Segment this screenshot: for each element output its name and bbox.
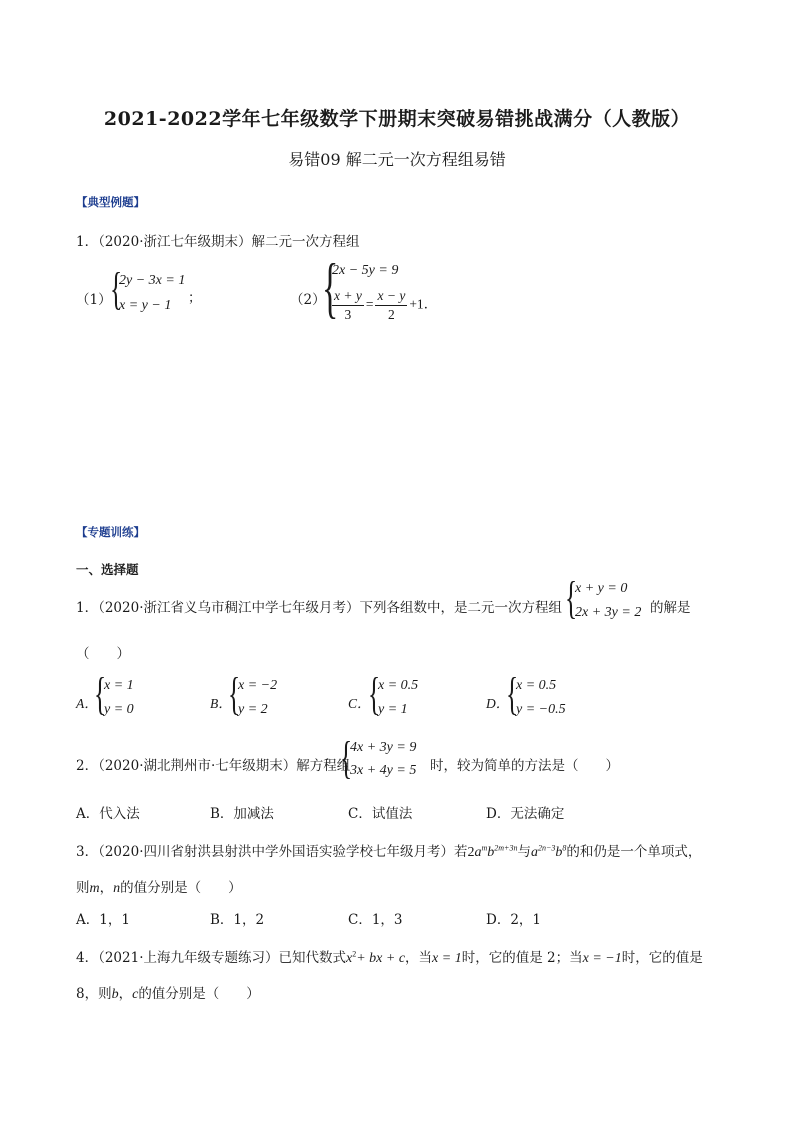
q1-option-d [486, 668, 616, 724]
q3-stem: 3．（2020·四川省射洪县射洪中学外国语实验学校七年级月考）若 [76, 844, 468, 860]
monomial-1 [468, 845, 518, 860]
polynomial [346, 951, 405, 966]
exponent: 8 [562, 843, 567, 853]
denominator: 3 [344, 307, 352, 322]
denominator: 2 [388, 307, 395, 322]
option-label: C． [348, 696, 371, 711]
equation: y = 0 [104, 702, 134, 717]
q1-system [565, 572, 655, 628]
text: 8，则 [76, 986, 112, 1002]
document-title: 2021-2022学年七年级数学下册期末突破易错挑战满分（人教版） [103, 108, 691, 130]
text: ，当 [405, 950, 433, 966]
variable-n: n [113, 881, 121, 896]
left-brace: { [340, 732, 353, 783]
numerator: x − y [375, 288, 407, 306]
q1-option-a [76, 668, 196, 724]
exponent: m [481, 843, 488, 853]
left-brace: { [565, 572, 578, 623]
equation: 4x + 3y = 9 [350, 740, 417, 755]
text: 的值分别是（ ） [138, 986, 260, 1002]
equation: y = 2 [238, 702, 268, 717]
equation: 3x + 4y = 5 [350, 763, 417, 778]
q2-option-b: B．加减法 [210, 806, 274, 822]
example-part2-label: （2） [290, 292, 326, 308]
q2-system [340, 732, 430, 786]
fraction [332, 288, 364, 323]
exponent: 2n−3 [537, 843, 556, 853]
equation: x = 0.5 [516, 678, 557, 693]
numerator: x + y [332, 288, 364, 306]
q3-option-b: B．1，2 [210, 912, 265, 928]
q3-line1 [76, 840, 701, 861]
document-subtitle: 易错09 解二元一次方程组易错 [288, 150, 506, 169]
q3-option-a: A．1，1 [76, 912, 130, 928]
q2-option-a: A．代入法 [76, 806, 140, 822]
comma: ， [99, 880, 114, 896]
choice-section-heading: 一、选择题 [76, 562, 139, 577]
equation: 2y − 3x = 1 [119, 273, 186, 288]
left-brace: { [228, 668, 241, 719]
training-section-tag: 【专题训练】 [76, 525, 145, 539]
equation: 2x + 3y = 2 [575, 605, 642, 620]
equation: x + y = 0 [575, 581, 628, 596]
left-brace: { [94, 668, 107, 719]
monomial-2 [531, 845, 566, 860]
variable-b: b [111, 987, 119, 1002]
fraction-equation [330, 288, 437, 323]
left-brace: { [110, 263, 123, 314]
q4-line2 [76, 982, 260, 1003]
example-part1-label: （1） [76, 292, 112, 308]
variable-c: c [132, 987, 139, 1002]
q2-option-d: D．无法确定 [486, 806, 565, 822]
option-label: B． [210, 696, 232, 711]
left-brace: { [322, 249, 339, 325]
text: 时，它的值是 2；当 [461, 950, 583, 966]
left-brace: { [506, 668, 519, 719]
option-label: D． [486, 696, 510, 711]
equation: x = 1 [104, 678, 134, 693]
q3-stem-end: 的和仍是一个单项式， [566, 844, 702, 860]
condition: x = 1 [432, 951, 462, 966]
option-label: A． [76, 696, 98, 711]
q2-stem: 2．（2020·湖北荆州市·七年级期末）解方程组 [76, 758, 351, 774]
punctuation: ； [188, 290, 202, 306]
plus-one: +1 [409, 296, 424, 312]
exponent: 2 [352, 949, 357, 959]
equation: y = −0.5 [516, 702, 566, 717]
q2-option-c: C．试值法 [348, 806, 413, 822]
condition: x = −1 [582, 951, 622, 966]
equals-sign: = [365, 296, 374, 312]
exponent: 2m+3n [494, 843, 518, 853]
q2-stem-end: 时，较为简单的方法是（ ） [430, 758, 619, 774]
text: 时，它的值是 [621, 950, 703, 966]
base-a: a [530, 845, 538, 860]
q1-option-b [210, 668, 330, 724]
base-a: a [474, 845, 482, 860]
q1-stem-end: 的解是 [650, 600, 691, 616]
text: 则 [76, 880, 90, 896]
q3-option-c: C．1，3 [348, 912, 403, 928]
coefficient: 2 [467, 845, 475, 860]
equation: x = y − 1 [119, 298, 172, 313]
base-b: b [555, 845, 563, 860]
base-b: b [487, 845, 495, 860]
fraction [375, 288, 407, 323]
equation: y = 1 [378, 702, 408, 717]
q3-mid: 与 [517, 844, 531, 860]
left-brace: { [368, 668, 381, 719]
equation: 2x − 5y = 9 [332, 263, 399, 278]
example-section-tag: 【典型例题】 [76, 195, 145, 209]
example-part1-system [110, 263, 202, 322]
punctuation: ． [423, 296, 438, 312]
q4-stem: 4．（2021·上海九年级专题练习）已知代数式 [76, 950, 346, 966]
variable-m: m [89, 881, 100, 896]
q1-option-c [348, 668, 468, 724]
text: 的值分别是（ ） [120, 880, 242, 896]
variable-x: x [346, 951, 353, 966]
q1-answer-paren: （ ） [76, 646, 130, 662]
q1-stem: 1．（2020·浙江省义乌市稠江中学七年级月考）下列各组数中，是二元一次方程组 [76, 600, 562, 616]
equation: x = 0.5 [378, 678, 419, 693]
q3-option-d: D．2，1 [486, 912, 542, 928]
q3-line2 [76, 876, 242, 897]
comma: ， [118, 986, 133, 1002]
example-q1-stem: 1．（2020·浙江七年级期末）解二元一次方程组 [76, 234, 360, 250]
equation: x = −2 [238, 678, 278, 693]
q4-line1 [76, 946, 703, 967]
poly-rest: + bx + c [356, 951, 406, 966]
example-part2-system [322, 249, 462, 332]
